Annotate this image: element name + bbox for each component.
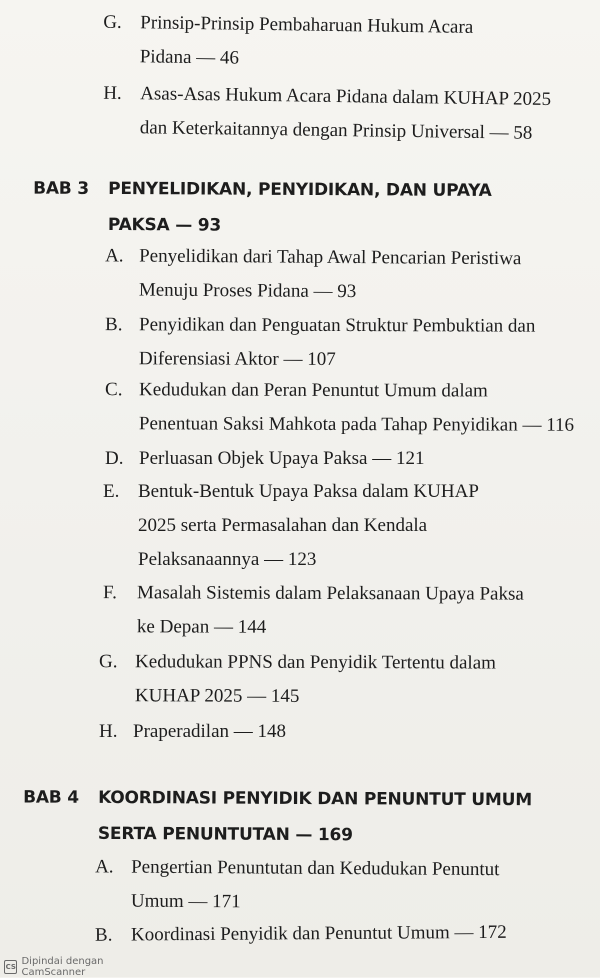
- entry-letter: G.: [99, 651, 118, 673]
- entry-letter: H.: [99, 721, 118, 742]
- entry-letter: C.: [105, 379, 123, 401]
- entry-letter: F.: [103, 582, 117, 604]
- entry-line: Pidana — 46: [139, 46, 240, 69]
- entry-letter: A.: [95, 856, 114, 878]
- entry-line: Penentuan Saksi Mahkota pada Tahap Penyidikan — 116: [138, 413, 575, 436]
- entry-line: Umum — 171: [130, 890, 241, 913]
- entry-letter: B.: [105, 314, 123, 336]
- entry-line: ke Depan — 144: [136, 616, 267, 638]
- toc-entry-h-top: [103, 77, 574, 152]
- toc-entry-bab3-g: [99, 645, 579, 715]
- entry-line: Menuju Proses Pidana — 93: [138, 279, 357, 303]
- toc-entry-bab3-f: [103, 576, 583, 646]
- entry-letter: D.: [105, 448, 124, 469]
- toc-entry-bab3-c: [105, 373, 595, 443]
- chapter-number: BAB 4: [23, 787, 79, 808]
- entry-letter: H.: [103, 82, 122, 104]
- toc-entry-bab3-d: [105, 442, 585, 476]
- entry-line: KUHAP 2025 — 145: [134, 685, 300, 707]
- toc-entry-bab3-b: [105, 308, 585, 378]
- entry-line: Pelaksanaannya — 123: [138, 549, 317, 570]
- entry-line: Koordinasi Penyidik dan Penuntut Umum — 172: [130, 921, 507, 946]
- entry-line: Pengertian Penuntutan dan Kedudukan Penuntut: [131, 856, 500, 881]
- entry-letter: G.: [103, 11, 122, 33]
- entry-line: dan Keterkaitannya dengan Prinsip Universal — 58: [139, 117, 533, 144]
- entry-line: Penyelidikan dari Tahap Awal Pencarian Peristiwa: [139, 245, 522, 270]
- entry-line: Penyidikan dan Penguatan Struktur Pembuktian dan: [139, 314, 536, 337]
- toc-entry-g-top: [103, 6, 574, 81]
- toc-entry-bab4-a: [95, 850, 575, 921]
- toc-entry-bab3-a: [105, 239, 585, 310]
- chapter-title-line: SERTA PENUNTUTAN — 169: [97, 823, 353, 846]
- chapter-title-line: PENYELIDIKAN, PENYIDIKAN, DAN UPAYA: [108, 178, 492, 201]
- entry-letter: E.: [103, 481, 120, 502]
- chapter-title-line: KOORDINASI PENYIDIK DAN PENUNTUT UMUM: [98, 787, 533, 811]
- toc-entry-bab4-b: [95, 915, 585, 952]
- chapter-number: BAB 3: [33, 178, 89, 199]
- entry-line: Asas-Asas Hukum Acara Pidana dalam KUHAP 2025: [140, 83, 552, 110]
- entry-line: Kedudukan PPNS dan Penyidik Tertentu dalam: [135, 651, 496, 674]
- chapter-title-line: PAKSA — 93: [107, 214, 222, 236]
- toc-entry-bab3-e: [103, 475, 583, 577]
- entry-line: Kedudukan dan Peran Penuntut Umum dalam: [139, 379, 488, 402]
- watermark-text: Dipindai dengan CamScanner: [21, 956, 104, 978]
- entry-letter: B.: [94, 924, 113, 946]
- entry-line: Prinsip-Prinsip Pembaharuan Hukum Acara: [140, 12, 474, 38]
- entry-line: Praperadilan — 148: [133, 721, 287, 742]
- entry-line: Bentuk-Bentuk Upaya Paksa dalam KUHAP: [138, 481, 479, 502]
- entry-line: Diferensiasi Aktor — 107: [138, 348, 336, 370]
- scanner-watermark: [0, 957, 164, 977]
- chapter-heading-bab4: [23, 780, 583, 855]
- entry-line: Masalah Sistemis dalam Pelaksanaan Upaya Paksa: [137, 582, 524, 605]
- entry-letter: A.: [105, 245, 124, 267]
- entry-line: 2025 serta Permasalahan dan Kendala: [138, 515, 428, 536]
- camscanner-logo-icon: CS: [4, 960, 17, 974]
- chapter-heading-bab3: [33, 171, 573, 246]
- toc-entry-bab3-h: [99, 715, 579, 749]
- entry-line: Perluasan Objek Upaya Paksa — 121: [139, 448, 425, 469]
